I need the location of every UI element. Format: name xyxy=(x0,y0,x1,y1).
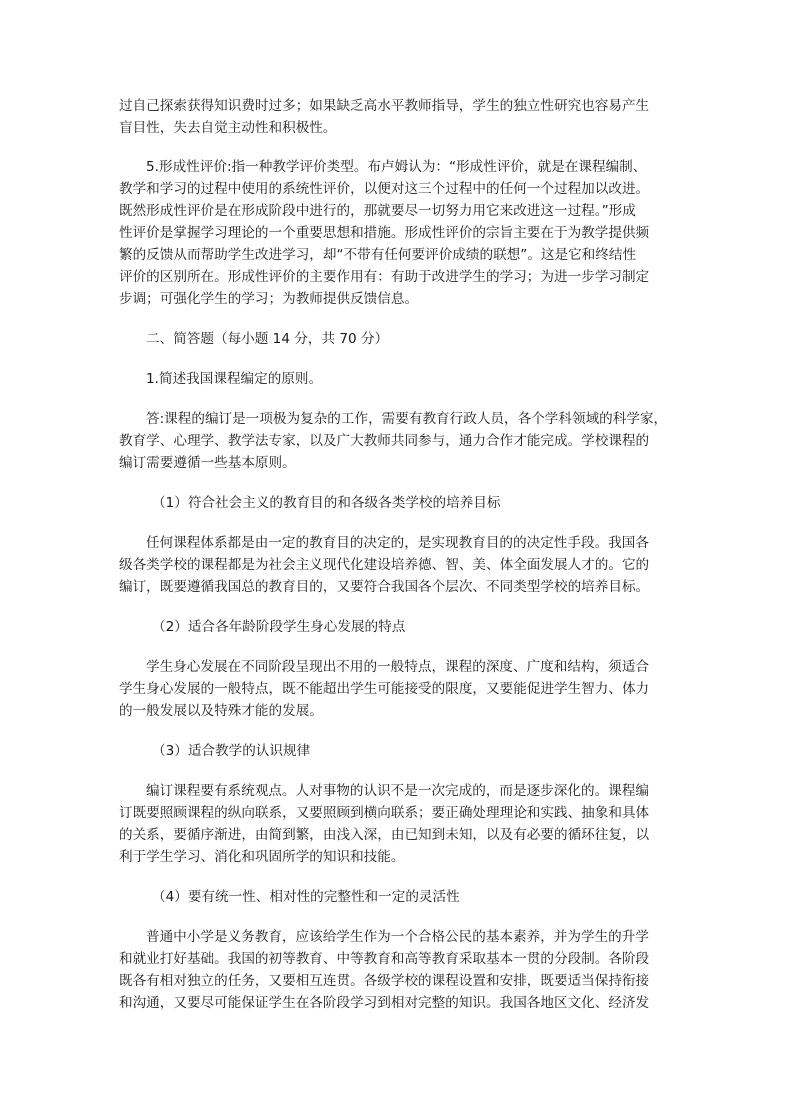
text-line: 性评价是掌握学习理论的一个重要思想和措施。形成性评价的宗旨主要在于为教学提供频 xyxy=(119,225,650,241)
text-line: 编订课程要有系统观点。人对事物的认识不是一次完成的，而是逐步深化的。课程编 xyxy=(146,783,649,799)
heading-text: 二、简答题（每小题 14 分，共 70 分） xyxy=(146,331,389,347)
answer-first-line xyxy=(119,408,671,430)
paragraph-formative-evaluation-body xyxy=(119,178,671,310)
principle-2-first-line xyxy=(119,656,671,678)
text-line: 教育学、心理学、教学法专家，以及广大教师共同参与，通力合作才能完成。学校课程的 xyxy=(119,433,650,449)
text-line: 任何课程体系都是由一定的教育目的决定的，是实现教育目的的决定性手段。我国各 xyxy=(146,535,649,551)
subheading-principle-2 xyxy=(119,616,671,638)
answer-body xyxy=(119,430,671,474)
text-line: 学生身心发展的一般特点，既不能超出学生可能接受的限度，又要能促进学生智力、体力 xyxy=(119,681,650,697)
text-line: 答:课程的编订是一项极为复杂的工作，需要有教育行政人员，各个学科领域的科学家， xyxy=(146,411,668,427)
text-line: 订既要照顾课程的纵向联系，又要照顾到横向联系；要正确处理理论和实践、抽象和具体 xyxy=(119,805,650,821)
section-heading xyxy=(119,328,671,350)
paragraph-continuation xyxy=(119,95,671,139)
text-line: 5.形成性评价:指一种教学评价类型。布卢姆认为：“形成性评价，就是在课程编制、 xyxy=(146,159,647,175)
text-line: 繁的反馈从而帮助学生改进学习，却“不带有任何要评价成绩的联想”。这是它和终结性 xyxy=(119,247,637,263)
question-text: 1.简述我国课程编定的原则。 xyxy=(146,371,323,387)
question-title xyxy=(119,368,671,390)
text-line: 教学和学习的过程中使用的系统性评价，以便对这三个过程中的任何一个过程加以改进。 xyxy=(119,181,650,197)
text-line: 编订需要遵循一些基本原则。 xyxy=(119,455,296,471)
text-line: 学生身心发展在不同阶段呈现出不用的一般特点，课程的深度、广度和结构，须适合 xyxy=(146,659,649,675)
subheading-principle-1 xyxy=(119,492,671,514)
principle-2-body xyxy=(119,678,671,722)
principle-3-first-line xyxy=(119,780,671,802)
text-line: 评价的区别所在。形成性评价的主要作用有：有助于改进学生的学习；为进一步学习制定 xyxy=(119,269,650,285)
text-line: 编订，既要遵循我国总的教育目的，又要符合我国各个层次、不同类型学校的培养目标。 xyxy=(119,579,650,595)
subheading-text: （2）适合各年龄阶段学生身心发展的特点 xyxy=(152,619,406,635)
text-line: 盲目性，失去自觉主动性和积极性。 xyxy=(119,120,337,136)
text-line: 级各类学校的课程都是为社会主义现代化建设培养德、智、美、体全面发展人才的。它的 xyxy=(119,557,650,573)
text-line: 步调；可强化学生的学习；为教师提供反馈信息。 xyxy=(119,291,419,307)
principle-4-first-line xyxy=(119,926,671,948)
text-line: 的一般发展以及特殊才能的发展。 xyxy=(119,703,323,719)
text-line: 普通中小学是义务教育，应该给学生作为一个合格公民的基本素养，并为学生的升学 xyxy=(146,929,649,945)
subheading-principle-4 xyxy=(119,886,671,908)
text-line: 和沟通，又要尽可能保证学生在各阶段学习到相对完整的知识。我国各地区文化、经济发 xyxy=(119,995,650,1011)
document-page xyxy=(119,95,671,1014)
text-line: 和就业打好基础。我国的初等教育、中等教育和高等教育采取基本一贯的分段制。各阶段 xyxy=(119,951,650,967)
text-line: 过自己探索获得知识费时过多；如果缺乏高水平教师指导，学生的独立性研究也容易产生 xyxy=(119,98,650,114)
subheading-text: （4）要有统一性、相对性的完整性和一定的灵活性 xyxy=(152,889,460,905)
text-line: 利于学生学习、消化和巩固所学的知识和技能。 xyxy=(119,849,405,865)
principle-4-body xyxy=(119,948,671,1014)
subheading-text: （3）适合教学的认识规律 xyxy=(152,743,311,759)
principle-1-body xyxy=(119,554,671,598)
subheading-text: （1）符合社会主义的教育目的和各级各类学校的培养目标 xyxy=(152,495,501,511)
principle-1-first-line xyxy=(119,532,671,554)
text-line: 既各有相对独立的任务，又要相互连贯。各级学校的课程设置和安排，既要适当保持衔接 xyxy=(119,973,650,989)
subheading-principle-3 xyxy=(119,740,671,762)
paragraph-formative-evaluation xyxy=(119,156,671,178)
principle-3-body xyxy=(119,802,671,868)
text-line: 的关系，要循序渐进，由简到繁，由浅入深，由已知到未知，以及有必要的循环往复，以 xyxy=(119,827,650,843)
text-line: 既然形成性评价是在形成阶段中进行的，那就要尽一切努力用它来改进这一过程。”形成 xyxy=(119,203,636,219)
